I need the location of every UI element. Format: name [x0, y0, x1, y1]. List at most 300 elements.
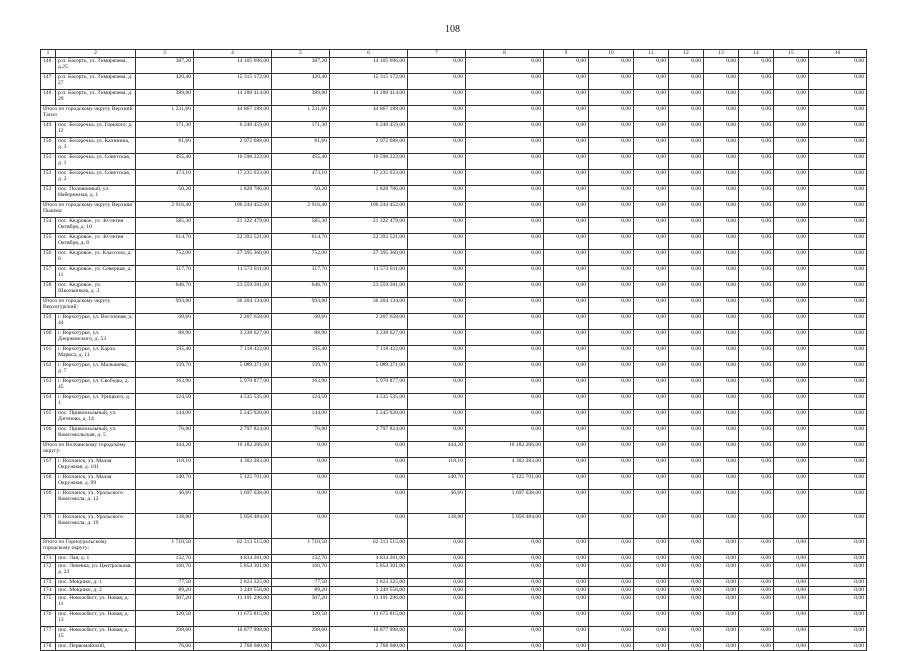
value-cell: 0,00 [669, 587, 704, 595]
value-cell: 0,00 [774, 90, 809, 106]
value-cell: 0,00 [669, 539, 704, 555]
value-cell: 0,00 [408, 346, 466, 362]
value-cell: 2 797 824,00 [194, 426, 272, 442]
value-cell: 0,00 [809, 90, 867, 106]
value-cell: 0,00 [634, 410, 669, 426]
value-cell: 0,00 [466, 579, 544, 587]
value-cell: 0,00 [739, 346, 774, 362]
subtotal-label: Итого по Волчанскому городскому округу: [41, 442, 136, 458]
value-cell: 0,00 [466, 394, 544, 410]
row-number: 158 [41, 282, 56, 298]
table-row [41, 611, 867, 627]
value-cell: 0,00 [704, 490, 739, 514]
value-cell: 0,00 [408, 186, 466, 202]
address-cell: пос. Лая, д. 1 [56, 555, 136, 563]
value-cell: 0,00 [466, 627, 544, 643]
value-cell: 0,00 [669, 298, 704, 314]
column-number: 11 [634, 50, 669, 58]
value-cell: 0,00 [774, 282, 809, 298]
address-cell: пос. Привокзальный, ул. Дзгенова, д. 14 [56, 410, 136, 426]
value-cell: 0,00 [774, 346, 809, 362]
value-cell: 0,00 [544, 282, 589, 298]
value-cell: 16 590 222,00 [330, 154, 408, 170]
value-cell: 16 590 222,00 [194, 154, 272, 170]
subtotal-label: Итого по городскому округу Верхняя Пышма: [41, 202, 136, 218]
value-cell: 15 315 172,00 [194, 74, 272, 90]
value-cell: 11 573 811,00 [330, 266, 408, 282]
table-row [41, 170, 867, 186]
row-number: 177 [41, 627, 56, 643]
table-row [41, 563, 867, 579]
value-cell: 0,00 [634, 442, 669, 458]
value-cell: 0,00 [809, 266, 867, 282]
address-cell: г. Волчанск, ул. Малая Окружная, д. 99 [56, 474, 136, 490]
value-cell: 0,00 [408, 643, 466, 651]
value-cell: 0,00 [739, 563, 774, 579]
value-cell: 317,70 [136, 266, 194, 282]
value-cell: 0,00 [669, 426, 704, 442]
value-cell: 0,00 [544, 266, 589, 282]
value-cell: 0,00 [809, 555, 867, 563]
value-cell: 320,50 [136, 611, 194, 627]
row-number: 167 [41, 458, 56, 474]
value-cell: 0,00 [544, 106, 589, 122]
value-cell: 2 768 680,00 [330, 643, 408, 651]
value-cell: 0,00 [704, 563, 739, 579]
value-cell: 0,00 [809, 563, 867, 579]
table-row [41, 250, 867, 266]
value-cell: 0,00 [544, 58, 589, 74]
value-cell: 2 972 688,00 [330, 138, 408, 154]
row-number: 151 [41, 154, 56, 170]
value-cell: 50,20 [136, 186, 194, 202]
value-cell: 6 240 459,00 [330, 122, 408, 138]
value-cell: 0,00 [809, 442, 867, 458]
value-cell: 0,00 [669, 74, 704, 90]
value-cell: 21 322 479,00 [194, 218, 272, 234]
value-cell: 14 200 414,00 [330, 90, 408, 106]
value-cell: 0,00 [544, 555, 589, 563]
table-row [41, 627, 867, 643]
value-cell: 0,00 [739, 330, 774, 346]
value-cell: 317,70 [272, 266, 330, 282]
value-cell: 0,00 [739, 474, 774, 490]
value-cell: 0,00 [809, 362, 867, 378]
value-cell: 0,00 [634, 643, 669, 651]
value-cell: 60,60 [136, 314, 194, 330]
value-cell: 0,00 [809, 410, 867, 426]
row-number: 148 [41, 90, 56, 106]
row-number: 174 [41, 587, 56, 595]
column-number: 9 [544, 50, 589, 58]
value-cell: 0,00 [466, 282, 544, 298]
value-cell: 0,00 [739, 362, 774, 378]
table-row [41, 587, 867, 595]
table-row [41, 490, 867, 514]
value-cell: 0,00 [774, 490, 809, 514]
row-number: 168 [41, 474, 56, 490]
value-cell: 0,00 [466, 58, 544, 74]
value-cell: 0,00 [809, 234, 867, 250]
address-cell: г. Верхотурье, ул. Урицкого, д. 1 [56, 394, 136, 410]
value-cell: 89,20 [136, 587, 194, 595]
value-cell: 140,70 [136, 474, 194, 490]
value-cell: 0,00 [809, 490, 867, 514]
value-cell: 0,00 [739, 106, 774, 122]
value-cell: 0,00 [634, 426, 669, 442]
value-cell: 77,50 [136, 579, 194, 587]
column-number: 16 [809, 50, 867, 58]
column-number: 7 [408, 50, 466, 58]
value-cell: 0,00 [704, 514, 739, 539]
value-cell: 5 245 920,00 [194, 410, 272, 426]
address-cell: пос. Кедровое, ул. Северная, д. 11 [56, 266, 136, 282]
value-cell: 0,00 [704, 426, 739, 442]
value-cell: 0,00 [634, 490, 669, 514]
value-cell: 195,40 [272, 346, 330, 362]
value-cell: 0,00 [669, 106, 704, 122]
value-cell: 0,00 [704, 587, 739, 595]
value-cell: 0,00 [774, 627, 809, 643]
value-cell: 0,00 [589, 442, 634, 458]
value-cell: 0,00 [466, 250, 544, 266]
value-cell: 0,00 [809, 186, 867, 202]
table-row [41, 410, 867, 426]
value-cell: 0,00 [589, 362, 634, 378]
table-row [41, 643, 867, 651]
value-cell: 15 315 172,00 [330, 74, 408, 90]
value-cell: 0,00 [669, 186, 704, 202]
value-cell: 160,70 [272, 563, 330, 579]
value-cell: 5 970 877,00 [194, 378, 272, 394]
address-cell: пос. Кедровое, ул. 40-летия Октября, д. 10 [56, 218, 136, 234]
value-cell: 0,00 [634, 90, 669, 106]
value-cell: 0,00 [739, 514, 774, 539]
value-cell: 0,00 [544, 539, 589, 555]
value-cell: 0,00 [704, 202, 739, 218]
value-cell: 0,00 [408, 378, 466, 394]
value-cell: 1 828 786,00 [330, 186, 408, 202]
value-cell: 0,00 [544, 250, 589, 266]
value-cell: 2 207 658,00 [194, 314, 272, 330]
address-cell: пос. Привокзальный, ул. Комсомольская, д. 5 [56, 426, 136, 442]
value-cell: 81,60 [272, 138, 330, 154]
column-number: 8 [466, 50, 544, 58]
address-cell: г. Верхотурье, ул. Дзержинского, д. 53 [56, 330, 136, 346]
value-cell: 0,00 [466, 410, 544, 426]
address-cell: г. Верхотурье, ул. Карла Маркса, д. 11 [56, 346, 136, 362]
value-cell: 1 828 786,00 [194, 186, 272, 202]
value-cell: 0,00 [408, 266, 466, 282]
value-cell: 0,00 [739, 186, 774, 202]
value-cell: 0,00 [669, 138, 704, 154]
value-cell: 0,00 [809, 394, 867, 410]
value-cell: 0,00 [634, 74, 669, 90]
value-cell: 0,00 [774, 410, 809, 426]
value-cell: 0,00 [774, 362, 809, 378]
value-cell: 0,00 [466, 346, 544, 362]
value-cell: 0,00 [704, 394, 739, 410]
column-number: 4 [194, 50, 272, 58]
value-cell: 163,90 [272, 378, 330, 394]
column-number: 3 [136, 50, 194, 58]
value-cell: 0,00 [544, 298, 589, 314]
value-cell: 0,00 [669, 314, 704, 330]
value-cell: 0,00 [544, 595, 589, 611]
value-cell: 0,00 [408, 250, 466, 266]
value-cell: 0,00 [589, 106, 634, 122]
value-cell: 0,00 [408, 611, 466, 627]
value-cell: 0,00 [589, 627, 634, 643]
value-cell: 0,00 [544, 90, 589, 106]
value-cell: 0,00 [634, 394, 669, 410]
value-cell: 2 916,40 [272, 202, 330, 218]
table-row [41, 266, 867, 282]
value-cell: 0,00 [809, 458, 867, 474]
value-cell: 1 697 638,00 [466, 490, 544, 514]
value-cell: 44 867 188,00 [194, 106, 272, 122]
value-cell: 0,00 [589, 170, 634, 186]
value-cell: 0,00 [634, 154, 669, 170]
value-cell: 320,50 [272, 611, 330, 627]
value-cell: 0,00 [589, 514, 634, 539]
value-cell: 0,00 [589, 330, 634, 346]
address-cell: пос. Белоречка, ул. Советская, д. 1 [56, 154, 136, 170]
value-cell: 0,00 [330, 490, 408, 514]
value-cell: 118,10 [408, 458, 466, 474]
value-cell: 0,00 [408, 154, 466, 170]
row-number: 149 [41, 122, 56, 138]
value-cell: 993,80 [272, 298, 330, 314]
table-row [41, 555, 867, 563]
value-cell: 0,00 [669, 122, 704, 138]
value-cell: 106 244 452,00 [330, 202, 408, 218]
value-cell: 444,20 [408, 442, 466, 458]
value-cell: 0,00 [544, 186, 589, 202]
value-cell: 2 797 824,00 [330, 426, 408, 442]
value-cell: 0,00 [739, 394, 774, 410]
value-cell: 0,00 [669, 330, 704, 346]
address-cell: пос. Кедровое, ул. 40-летия Октября, д. 8 [56, 234, 136, 250]
value-cell: 0,00 [669, 514, 704, 539]
value-cell: 14 200 414,00 [194, 90, 272, 106]
column-number: 2 [56, 50, 136, 58]
value-cell: 0,00 [634, 122, 669, 138]
value-cell: 0,00 [809, 282, 867, 298]
value-cell: 0,00 [272, 442, 330, 458]
value-cell: 0,00 [408, 394, 466, 410]
value-cell: 0,00 [739, 138, 774, 154]
row-number: 171 [41, 555, 56, 563]
row-number: 169 [41, 490, 56, 514]
table-row [41, 330, 867, 346]
value-cell: 138,80 [408, 514, 466, 539]
value-cell: 0,00 [589, 611, 634, 627]
value-cell: 389,80 [272, 90, 330, 106]
value-cell: 0,00 [634, 346, 669, 362]
value-cell: 0,00 [809, 106, 867, 122]
value-cell: 0,00 [809, 170, 867, 186]
value-cell: 0,00 [704, 298, 739, 314]
table-row [41, 154, 867, 170]
value-cell: 76,80 [136, 426, 194, 442]
value-cell: 4 834 261,00 [330, 555, 408, 563]
value-cell: 0,00 [634, 458, 669, 474]
row-number: 157 [41, 266, 56, 282]
value-cell: 0,00 [408, 539, 466, 555]
value-cell: 0,00 [544, 202, 589, 218]
value-cell: 0,00 [704, 74, 739, 90]
value-cell: 0,00 [739, 587, 774, 595]
value-cell: 0,00 [544, 74, 589, 90]
row-number: 154 [41, 218, 56, 234]
value-cell: 0,00 [544, 122, 589, 138]
address-cell: пос. Белоречка, ул. Горького, д. 12 [56, 122, 136, 138]
value-cell: 0,00 [774, 555, 809, 563]
value-cell: 298,60 [272, 627, 330, 643]
page-number: 108 [445, 24, 460, 35]
value-cell: 5 056 484,00 [194, 514, 272, 539]
value-cell: 0,00 [330, 474, 408, 490]
value-cell: 752,00 [136, 250, 194, 266]
value-cell: 0,00 [739, 458, 774, 474]
value-cell: 0,00 [634, 330, 669, 346]
value-cell: 0,00 [669, 170, 704, 186]
value-cell: 0,00 [408, 282, 466, 298]
value-cell: 1 710,50 [272, 539, 330, 555]
address-cell: г. Волчанск, ул. Уральского Комсомола, д. 19 [56, 514, 136, 539]
value-cell: 1 231,60 [272, 106, 330, 122]
value-cell: 0,00 [466, 314, 544, 330]
value-cell: 5 125 701,00 [466, 474, 544, 490]
value-cell: 585,30 [272, 218, 330, 234]
value-cell: 0,00 [330, 442, 408, 458]
value-cell: 76,00 [272, 643, 330, 651]
value-cell: 46,60 [136, 490, 194, 514]
value-cell: 0,00 [739, 90, 774, 106]
value-cell: 11 675 815,00 [194, 611, 272, 627]
value-cell: 0,00 [669, 90, 704, 106]
address-cell: р.п. Басерть, ул. Тимирязева, д. 29 [56, 90, 136, 106]
value-cell: 0,00 [669, 58, 704, 74]
value-cell: 0,00 [739, 410, 774, 426]
value-cell: 16 182 206,00 [466, 442, 544, 458]
value-cell: 0,00 [704, 282, 739, 298]
value-cell: 0,00 [669, 555, 704, 563]
value-cell: 0,00 [466, 122, 544, 138]
value-cell: 0,00 [408, 106, 466, 122]
value-cell: 0,00 [466, 298, 544, 314]
value-cell: 0,00 [669, 643, 704, 651]
value-cell: 5 854 301,00 [194, 563, 272, 579]
value-cell: 2 916,40 [136, 202, 194, 218]
value-cell: 0,00 [704, 330, 739, 346]
value-cell: 0,00 [669, 218, 704, 234]
value-cell: 144,00 [272, 410, 330, 426]
value-cell: 0,00 [544, 587, 589, 595]
value-cell: 0,00 [589, 202, 634, 218]
value-cell: 0,00 [466, 90, 544, 106]
value-cell: 0,00 [704, 314, 739, 330]
value-cell: 5 089 271,00 [194, 362, 272, 378]
value-cell: 0,00 [809, 579, 867, 587]
value-cell: 752,00 [272, 250, 330, 266]
value-cell: 132,70 [272, 555, 330, 563]
value-cell: 0,00 [634, 186, 669, 202]
value-cell: 3 238 627,00 [330, 330, 408, 346]
table-row [41, 314, 867, 330]
value-cell: 0,00 [774, 563, 809, 579]
value-cell: 171,30 [272, 122, 330, 138]
table-row [41, 74, 867, 90]
value-cell: 11 573 811,00 [194, 266, 272, 282]
row-number: 156 [41, 250, 56, 266]
value-cell: 0,00 [544, 579, 589, 587]
value-cell: 0,00 [739, 595, 774, 611]
value-cell: 0,00 [466, 186, 544, 202]
value-cell: 646,70 [272, 282, 330, 298]
value-cell: 0,00 [466, 378, 544, 394]
row-number: 155 [41, 234, 56, 250]
value-cell: 0,00 [408, 170, 466, 186]
table-row [41, 579, 867, 587]
value-cell: 0,00 [634, 266, 669, 282]
table-row [41, 234, 867, 250]
value-cell: 0,00 [809, 627, 867, 643]
value-cell: 0,00 [669, 362, 704, 378]
value-cell: 0,00 [774, 595, 809, 611]
value-cell: 0,00 [408, 234, 466, 250]
value-cell: 0,00 [739, 378, 774, 394]
address-cell: пос. Белоречка, ул. Калинина, д. 3 [56, 138, 136, 154]
row-number: 172 [41, 563, 56, 579]
value-cell: 0,00 [809, 250, 867, 266]
value-cell: 11 675 815,00 [330, 611, 408, 627]
value-cell: 139,70 [136, 362, 194, 378]
value-cell: 0,00 [589, 410, 634, 426]
value-cell: 0,00 [774, 611, 809, 627]
value-cell: 0,00 [408, 74, 466, 90]
address-cell: пос. Белоречка, ул. Советская, д. 2 [56, 170, 136, 186]
value-cell: 5 089 271,00 [330, 362, 408, 378]
value-cell: 1 697 638,00 [194, 490, 272, 514]
value-cell: 0,00 [634, 555, 669, 563]
table-row [41, 218, 867, 234]
value-cell: 106 244 452,00 [194, 202, 272, 218]
value-cell: 0,00 [634, 563, 669, 579]
value-cell: 0,00 [774, 250, 809, 266]
value-cell: 27 395 360,00 [330, 250, 408, 266]
value-cell: 0,00 [669, 563, 704, 579]
value-cell: 0,00 [669, 611, 704, 627]
value-cell: 14 105 696,00 [330, 58, 408, 74]
value-cell: 0,00 [704, 266, 739, 282]
value-cell: 0,00 [466, 555, 544, 563]
value-cell: 0,00 [466, 362, 544, 378]
value-cell: 2 972 688,00 [194, 138, 272, 154]
value-cell: 0,00 [809, 643, 867, 651]
value-cell: 4 302 383,00 [194, 458, 272, 474]
row-number: 161 [41, 346, 56, 362]
value-cell: 0,00 [634, 138, 669, 154]
value-cell: 0,00 [408, 587, 466, 595]
value-cell: 6 240 459,00 [194, 122, 272, 138]
value-cell: 0,00 [272, 458, 330, 474]
value-cell: 4 302 383,00 [466, 458, 544, 474]
value-cell: 0,00 [809, 138, 867, 154]
value-cell: 0,00 [634, 298, 669, 314]
value-cell: 0,00 [774, 122, 809, 138]
